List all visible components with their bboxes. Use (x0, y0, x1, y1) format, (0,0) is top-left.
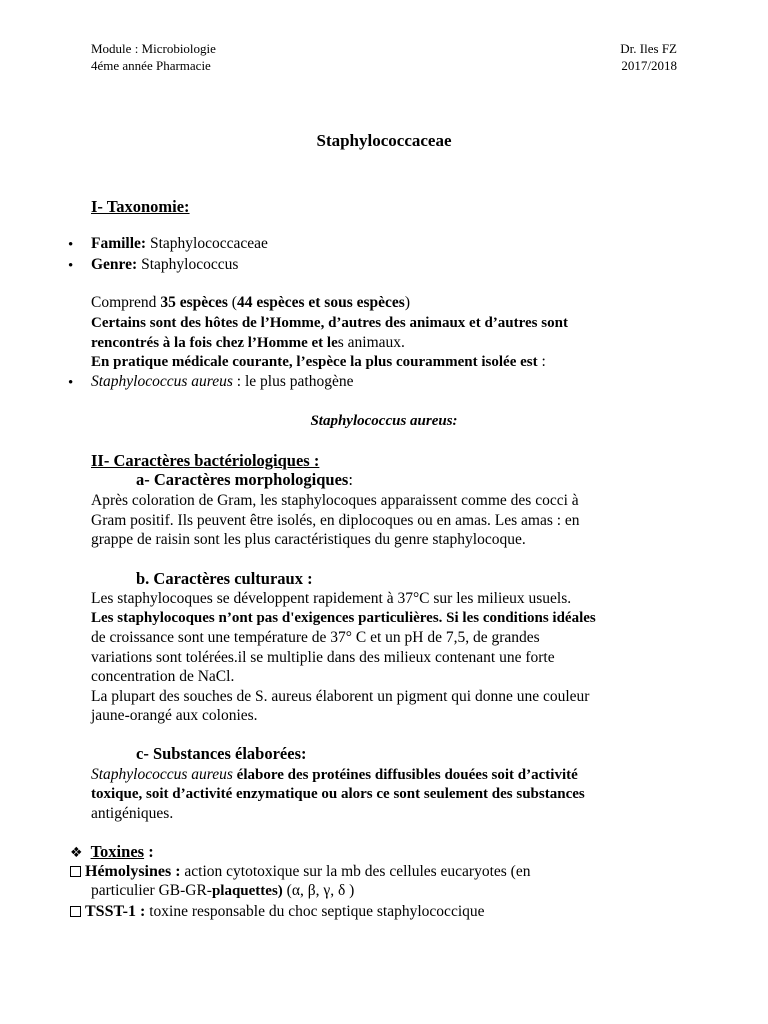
hosts-line-2-rest: s animaux. (337, 334, 405, 351)
species-subtitle: Staphylococcus aureus: (310, 413, 458, 429)
toxines-heading-line (70, 842, 154, 862)
section-taxonomie-heading: I- Taxonomie: (91, 197, 190, 216)
substances-heading: c- Substances élaborées: (136, 744, 307, 763)
checkbox-icon (70, 866, 81, 877)
diamond-bullet-icon: ❖ (70, 845, 83, 861)
hemolysines-label: Hémolysines : (85, 863, 181, 880)
section-bacterio-heading: II- Caractères bactériologiques : (91, 451, 320, 470)
substances-species: Staphylococcus aureus (91, 766, 233, 783)
morpho-line-2: Gram positif. Ils peuvent être isolés, en diplocoques ou en amas. Les amas : en (91, 512, 580, 529)
page-title: Staphylococcaceae (316, 131, 452, 150)
header-year-level: 4éme année Pharmacie (91, 58, 211, 73)
comprend-paren-close: ) (404, 294, 410, 311)
famille-line (91, 234, 268, 254)
cultural-line-6: La plupart des souches de S. aureus élaborent un pigment qui donne une couleur (91, 688, 590, 705)
comprend-line (91, 293, 410, 313)
hosts-line-2-bold: rencontrés à la fois chez l’Homme et le (91, 335, 338, 351)
substances-line-3: antigéniques. (91, 805, 174, 822)
morpho-heading (136, 470, 353, 490)
hemolysines-line (70, 862, 530, 882)
hosts-line-2 (91, 333, 405, 354)
substances-line-2: toxique, soit d’activité enzymatique ou alors ce sont seulement des substances (91, 786, 585, 802)
tsst-label: TSST-1 : (85, 903, 146, 920)
hemolysines-plaquettes: plaquettes) (211, 883, 283, 899)
saureus-name: Staphylococcus aureus (91, 373, 233, 390)
bullet-icon: • (68, 375, 74, 391)
comprend-subspecies: 44 espèces et sous espèces (236, 294, 405, 311)
comprend-paren-open: ( (227, 294, 237, 311)
morpho-heading-text: a- Caractères morphologiques (136, 470, 349, 489)
cultural-line-7: jaune-orangé aux colonies. (91, 707, 258, 724)
cultural-line-1: Les staphylocoques se développent rapidement à 37°C sur les milieux usuels. (91, 590, 572, 607)
comprend-text: Comprend (91, 294, 161, 311)
hemolysines-cells: particulier GB-GR- (91, 882, 212, 899)
hemolysines-types: (α, β, γ, δ ) (282, 882, 355, 899)
substances-line-1 (91, 765, 578, 786)
substances-line-1-rest: élabore des protéines diffusibles douées soit d’activité (232, 767, 578, 783)
genre-value: Staphylococcus (137, 256, 239, 273)
toxines-heading-colon: : (144, 842, 154, 861)
tsst-text: toxine responsable du choc septique staphylococcique (145, 903, 485, 920)
genre-label: Genre: (91, 256, 138, 273)
hosts-line-1: Certains sont des hôtes de l’Homme, d’autres des animaux et d’autres sont (91, 315, 568, 331)
hemolysines-text: action cytotoxique sur la mb des cellules eucaryotes (en (180, 863, 531, 880)
cultural-line-3: de croissance sont une température de 37° C et un pH de 7,5, de grandes (91, 629, 540, 646)
tsst-line (70, 902, 485, 922)
saureus-line (91, 372, 353, 392)
famille-label: Famille: (91, 235, 147, 252)
hemolysines-line-2 (91, 881, 354, 902)
saureus-desc: : le plus pathogène (232, 373, 354, 390)
header-academic-year: 2017/2018 (621, 58, 677, 73)
cultural-heading: b. Caractères culturaux : (136, 569, 313, 588)
practice-line (91, 352, 546, 373)
genre-line (91, 255, 238, 275)
bullet-icon: • (68, 258, 74, 274)
practice-line-bold: En pratique médicale courante, l’espèce la plus couramment isolée est (91, 354, 538, 370)
comprend-count: 35 espèces (160, 294, 228, 311)
header-author: Dr. Iles FZ (620, 41, 677, 56)
morpho-line-3: grappe de raisin sont les plus caractéristiques du genre staphylocoque. (91, 531, 526, 548)
cultural-line-4: variations sont tolérées.il se multiplie dans des milieux contenant une forte (91, 649, 555, 666)
morpho-heading-colon: : (348, 470, 353, 489)
checkbox-icon (70, 906, 81, 917)
header-module: Module : Microbiologie (91, 41, 216, 56)
toxines-heading: Toxines (90, 842, 145, 861)
cultural-line-2: Les staphylocoques n’ont pas d'exigences particulières. Si les conditions idéales (91, 610, 596, 626)
famille-value: Staphylococcaceae (146, 235, 268, 252)
morpho-line-1: Après coloration de Gram, les staphylocoques apparaissent comme des cocci à (91, 492, 579, 509)
bullet-icon: • (68, 237, 74, 253)
cultural-line-5: concentration de NaCl. (91, 668, 235, 685)
practice-line-colon: : (537, 353, 546, 370)
